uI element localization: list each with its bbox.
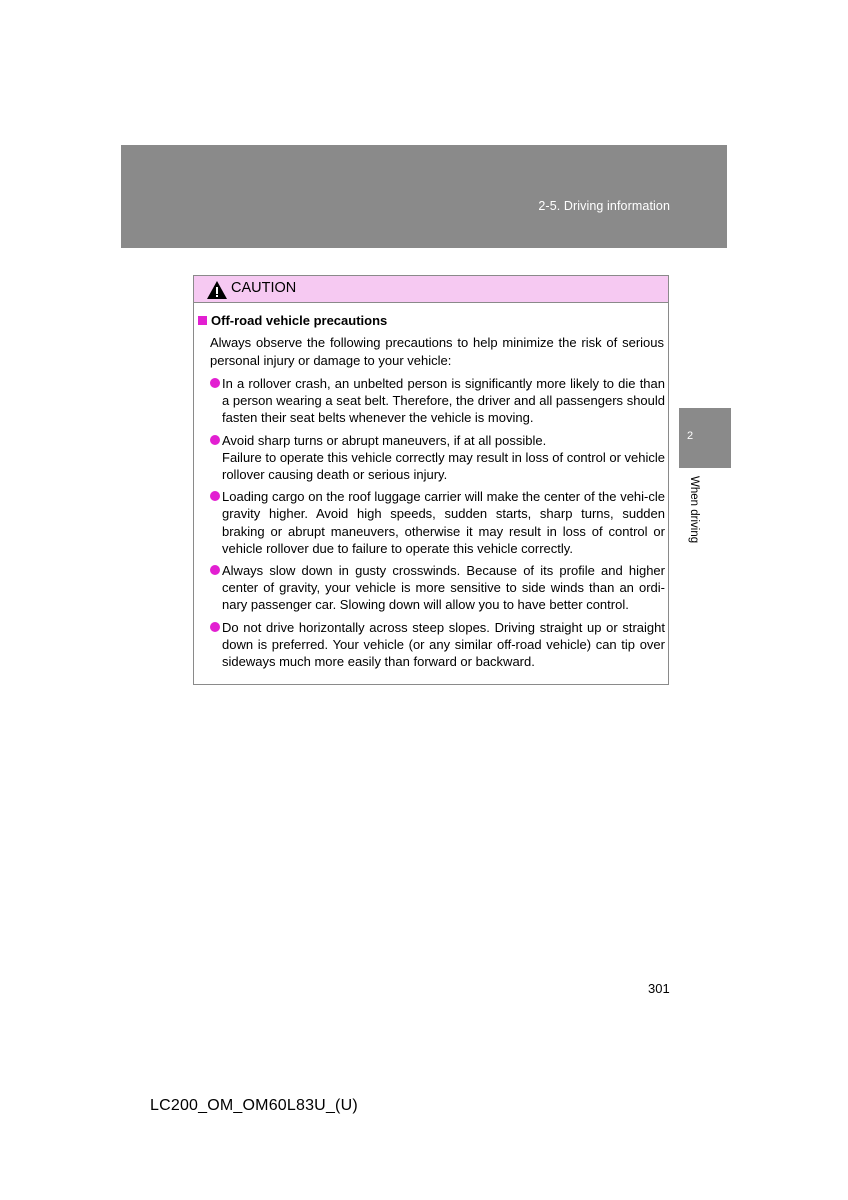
bullet-dot-icon: [210, 435, 220, 445]
list-item: [210, 488, 665, 557]
intro-paragraph: Always observe the following precautions to help minimize the risk of serious personal injury or damage to your vehicle:: [210, 335, 664, 368]
list-item-text: Avoid sharp turns or abrupt maneuvers, if at all possible.: [222, 432, 547, 448]
caution-box: [193, 275, 669, 685]
list-item: [210, 375, 665, 427]
chapter-label: When driving: [688, 476, 700, 544]
chapter-tab: [679, 408, 731, 468]
caution-header: [194, 276, 668, 303]
caution-title: CAUTION: [231, 280, 297, 296]
bullet-dot-icon: [210, 622, 220, 632]
list-item: [210, 619, 665, 671]
square-bullet-icon: [198, 316, 207, 325]
list-item-text: Do not drive horizontally across steep slopes. Driving straight up or straight down is preferred. Your vehicle (or any similar off-road vehicle) can tip over sideways much more easily than forward or backward.: [222, 619, 665, 670]
warning-icon: [206, 280, 228, 300]
list-item-text: In a rollover crash, an unbelted person is significantly more likely to die than a person wearing a seat belt. Therefore, the driver and all passengers should fasten their seat belts whenever the vehicle is moving.: [222, 376, 665, 426]
section-title: 2-5. Driving information: [538, 199, 670, 213]
bullet-dot-icon: [210, 378, 220, 388]
chapter-number: 2: [687, 430, 694, 442]
list-item-subtext: Failure to operate this vehicle correctly may result in loss of control or vehicle rollover causing death or serious injury.: [222, 449, 665, 483]
bullet-dot-icon: [210, 491, 220, 501]
page-number: 301: [648, 981, 670, 996]
section-heading-text: Off-road vehicle precautions: [211, 313, 388, 328]
list-item-text: Loading cargo on the roof luggage carrier will make the center of the vehi-cle gravity higher. Avoid high speeds, sudden starts, sharp turns, sudden braking or abrupt maneuvers, otherwise it may result in loss of control or vehicle rollover due to failure to operate this vehicle correctly.: [222, 489, 665, 556]
bullet-list: [210, 375, 665, 675]
document-code: LC200_OM_OM60L83U_(U): [150, 1097, 358, 1114]
list-item: [210, 432, 665, 484]
list-item-text: Always slow down in gusty crosswinds. Because of its profile and higher center of gravity, your vehicle is more sensitive to side winds than an ordi-nary passenger car. Slowing down will allow you to have better control.: [222, 563, 665, 613]
bullet-dot-icon: [210, 565, 220, 575]
list-item: [210, 562, 665, 614]
section-heading: [198, 313, 387, 328]
header-band: [121, 145, 727, 248]
